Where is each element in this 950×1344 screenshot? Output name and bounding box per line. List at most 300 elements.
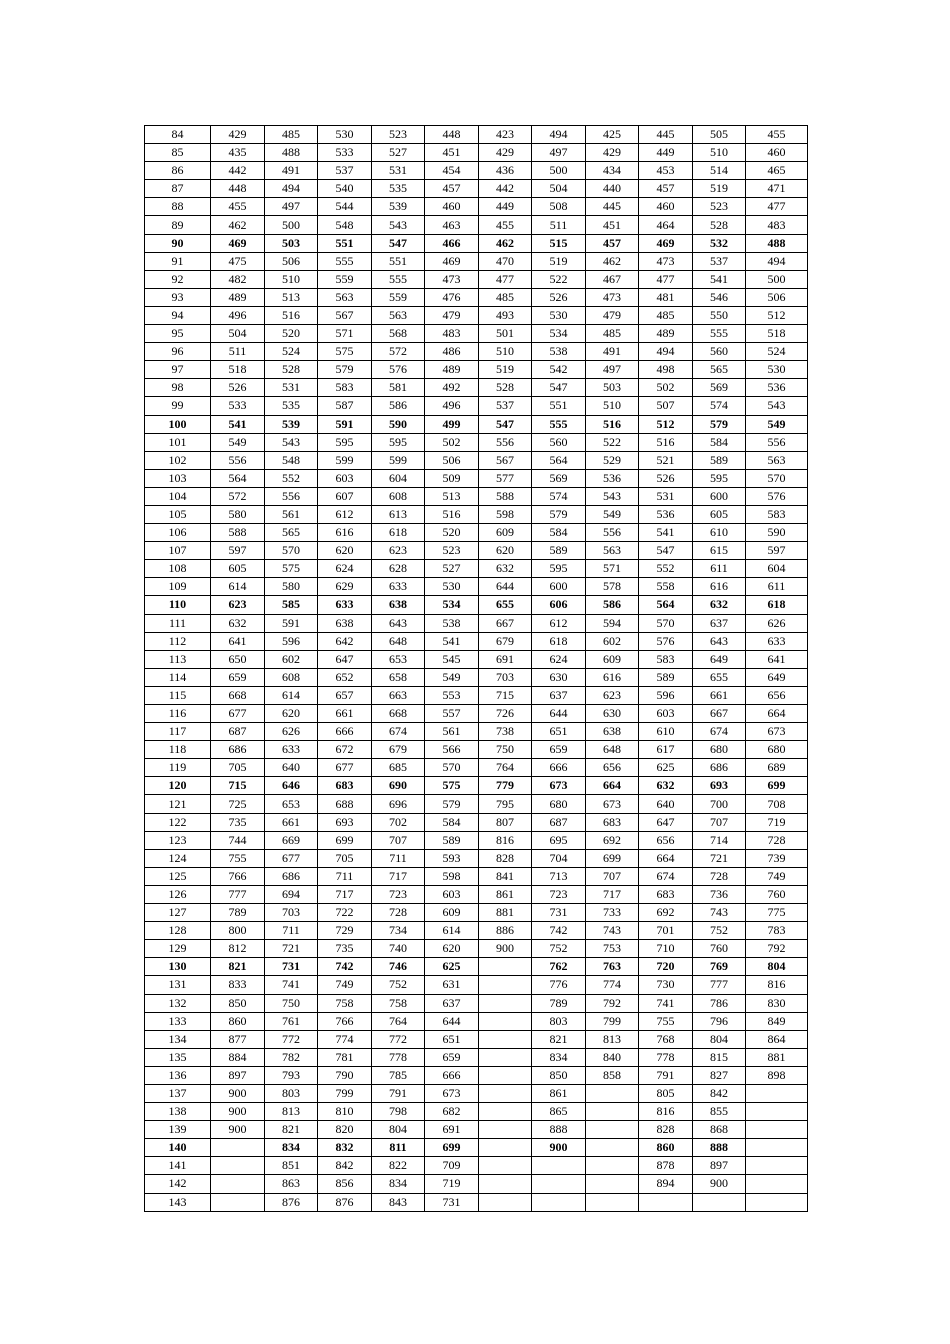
table-cell: 792 <box>586 994 639 1012</box>
table-cell: 864 <box>746 1030 808 1048</box>
table-row <box>145 270 808 288</box>
table-cell: 646 <box>265 777 318 795</box>
table-cell: 429 <box>479 144 532 162</box>
table-cell: 512 <box>746 306 808 324</box>
table-cell: 804 <box>372 1121 425 1139</box>
table-row <box>145 813 808 831</box>
table-cell: 762 <box>532 958 586 976</box>
table-cell: 701 <box>639 922 693 940</box>
table-cell <box>746 1175 808 1193</box>
table-cell: 656 <box>586 759 639 777</box>
table-cell: 556 <box>586 524 639 542</box>
table-cell: 510 <box>479 343 532 361</box>
table-cell: 549 <box>425 668 479 686</box>
table-cell: 497 <box>586 361 639 379</box>
table-row <box>145 686 808 704</box>
table-cell: 559 <box>372 288 425 306</box>
table-cell: 703 <box>479 668 532 686</box>
table-cell: 600 <box>693 487 746 505</box>
table-cell: 799 <box>318 1084 372 1102</box>
table-row <box>145 216 808 234</box>
table-cell: 640 <box>265 759 318 777</box>
table-cell: 769 <box>693 958 746 976</box>
table-cell: 526 <box>211 379 265 397</box>
table-cell: 584 <box>693 433 746 451</box>
table-cell <box>586 1103 639 1121</box>
table-cell: 633 <box>265 741 318 759</box>
table-cell: 451 <box>425 144 479 162</box>
table-cell: 868 <box>693 1121 746 1139</box>
table-cell: 541 <box>425 632 479 650</box>
table-cell: 549 <box>746 415 808 433</box>
table-cell: 578 <box>586 578 639 596</box>
table-cell: 674 <box>693 723 746 741</box>
table-cell: 865 <box>532 1103 586 1121</box>
table-cell: 544 <box>318 198 372 216</box>
table-cell: 731 <box>425 1193 479 1211</box>
table-cell: 488 <box>746 234 808 252</box>
table-cell: 786 <box>693 994 746 1012</box>
table-cell: 503 <box>265 234 318 252</box>
table-cell: 477 <box>746 198 808 216</box>
table-cell: 523 <box>425 542 479 560</box>
row-index-cell: 101 <box>145 433 211 451</box>
table-cell: 816 <box>746 976 808 994</box>
table-row <box>145 867 808 885</box>
table-cell <box>746 1157 808 1175</box>
table-cell: 591 <box>265 614 318 632</box>
table-cell: 535 <box>265 397 318 415</box>
table-cell: 752 <box>693 922 746 940</box>
row-index-cell: 124 <box>145 849 211 867</box>
table-cell <box>479 1066 532 1084</box>
table-row <box>145 578 808 596</box>
table-cell: 614 <box>211 578 265 596</box>
row-index-cell: 111 <box>145 614 211 632</box>
table-cell: 473 <box>425 270 479 288</box>
table-row <box>145 723 808 741</box>
table-cell: 580 <box>211 505 265 523</box>
table-cell: 813 <box>265 1103 318 1121</box>
table-cell <box>746 1139 808 1157</box>
table-cell: 535 <box>372 180 425 198</box>
table-cell: 624 <box>318 560 372 578</box>
table-cell: 898 <box>746 1066 808 1084</box>
table-cell: 511 <box>211 343 265 361</box>
table-cell: 721 <box>693 849 746 867</box>
row-index-cell: 133 <box>145 1012 211 1030</box>
table-cell: 496 <box>425 397 479 415</box>
table-cell: 463 <box>425 216 479 234</box>
table-cell: 503 <box>586 379 639 397</box>
table-cell <box>746 1193 808 1211</box>
table-cell: 570 <box>746 469 808 487</box>
row-index-cell: 125 <box>145 867 211 885</box>
table-cell: 541 <box>639 524 693 542</box>
table-cell: 558 <box>639 578 693 596</box>
table-cell: 735 <box>211 813 265 831</box>
table-cell <box>479 1012 532 1030</box>
row-index-cell: 112 <box>145 632 211 650</box>
table-cell: 510 <box>265 270 318 288</box>
table-cell: 512 <box>639 415 693 433</box>
row-index-cell: 88 <box>145 198 211 216</box>
table-cell: 685 <box>372 759 425 777</box>
table-cell: 709 <box>425 1157 479 1175</box>
table-cell: 606 <box>532 596 586 614</box>
table-cell: 710 <box>639 940 693 958</box>
table-cell: 768 <box>639 1030 693 1048</box>
table-cell <box>586 1121 639 1139</box>
table-cell: 680 <box>693 741 746 759</box>
table-cell <box>211 1193 265 1211</box>
table-row <box>145 1084 808 1102</box>
table-row <box>145 1030 808 1048</box>
table-cell: 694 <box>265 885 318 903</box>
table-cell: 644 <box>425 1012 479 1030</box>
table-cell: 637 <box>425 994 479 1012</box>
table-cell: 469 <box>425 252 479 270</box>
table-cell: 491 <box>265 162 318 180</box>
table-cell: 434 <box>586 162 639 180</box>
table-cell: 648 <box>586 741 639 759</box>
table-cell: 618 <box>746 596 808 614</box>
table-cell: 750 <box>265 994 318 1012</box>
table-cell: 593 <box>425 849 479 867</box>
row-index-cell: 136 <box>145 1066 211 1084</box>
table-cell: 850 <box>532 1066 586 1084</box>
table-cell: 494 <box>532 126 586 144</box>
table-cell: 611 <box>693 560 746 578</box>
table-cell: 638 <box>372 596 425 614</box>
table-cell: 674 <box>372 723 425 741</box>
table-cell: 897 <box>693 1157 746 1175</box>
table-cell: 516 <box>586 415 639 433</box>
table-cell: 705 <box>318 849 372 867</box>
table-cell: 515 <box>532 234 586 252</box>
table-cell: 579 <box>318 361 372 379</box>
table-cell: 828 <box>639 1121 693 1139</box>
table-cell <box>479 1193 532 1211</box>
table-row <box>145 705 808 723</box>
table-cell: 595 <box>693 469 746 487</box>
table-cell: 777 <box>211 885 265 903</box>
table-cell: 551 <box>532 397 586 415</box>
row-index-cell: 91 <box>145 252 211 270</box>
table-cell: 483 <box>746 216 808 234</box>
table-cell: 610 <box>693 524 746 542</box>
table-cell: 766 <box>318 1012 372 1030</box>
table-cell: 445 <box>586 198 639 216</box>
table-cell: 499 <box>425 415 479 433</box>
table-cell: 519 <box>693 180 746 198</box>
row-index-cell: 118 <box>145 741 211 759</box>
table-cell: 881 <box>479 904 532 922</box>
table-row <box>145 632 808 650</box>
row-index-cell: 123 <box>145 831 211 849</box>
row-index-cell: 120 <box>145 777 211 795</box>
table-cell: 580 <box>265 578 318 596</box>
table-cell: 584 <box>425 813 479 831</box>
table-cell: 656 <box>639 831 693 849</box>
table-cell: 576 <box>372 361 425 379</box>
table-cell: 594 <box>586 614 639 632</box>
table-cell: 730 <box>639 976 693 994</box>
table-cell: 589 <box>532 542 586 560</box>
table-cell: 795 <box>479 795 532 813</box>
table-cell: 522 <box>532 270 586 288</box>
table-cell: 445 <box>639 126 693 144</box>
table-cell: 632 <box>479 560 532 578</box>
table-cell: 669 <box>265 831 318 849</box>
table-cell: 448 <box>425 126 479 144</box>
table-cell: 731 <box>265 958 318 976</box>
table-cell: 714 <box>693 831 746 849</box>
table-cell: 715 <box>479 686 532 704</box>
table-cell: 677 <box>265 849 318 867</box>
table-cell <box>211 1157 265 1175</box>
table-cell: 588 <box>479 487 532 505</box>
table-cell: 528 <box>693 216 746 234</box>
table-cell: 661 <box>693 686 746 704</box>
table-cell: 614 <box>265 686 318 704</box>
table-cell <box>211 1175 265 1193</box>
table-cell: 742 <box>318 958 372 976</box>
table-cell: 805 <box>639 1084 693 1102</box>
table-cell: 603 <box>639 705 693 723</box>
table-cell: 789 <box>532 994 586 1012</box>
table-cell: 755 <box>211 849 265 867</box>
table-cell: 707 <box>586 867 639 885</box>
table-cell: 585 <box>265 596 318 614</box>
table-cell: 695 <box>532 831 586 849</box>
table-cell: 834 <box>265 1139 318 1157</box>
table-cell: 572 <box>372 343 425 361</box>
table-cell: 655 <box>479 596 532 614</box>
table-cell: 501 <box>479 325 532 343</box>
table-cell: 540 <box>318 180 372 198</box>
table-cell: 539 <box>372 198 425 216</box>
table-cell: 563 <box>372 306 425 324</box>
table-cell: 504 <box>532 180 586 198</box>
table-row <box>145 306 808 324</box>
table-cell: 736 <box>693 885 746 903</box>
table-row <box>145 994 808 1012</box>
row-index-cell: 142 <box>145 1175 211 1193</box>
table-cell: 630 <box>586 705 639 723</box>
table-cell: 804 <box>746 958 808 976</box>
table-cell: 489 <box>425 361 479 379</box>
table-cell: 536 <box>639 505 693 523</box>
table-cell: 774 <box>318 1030 372 1048</box>
table-cell: 608 <box>265 668 318 686</box>
table-row <box>145 487 808 505</box>
table-cell: 616 <box>318 524 372 542</box>
table-cell: 816 <box>479 831 532 849</box>
table-cell: 861 <box>532 1084 586 1102</box>
table-cell: 549 <box>586 505 639 523</box>
table-cell: 492 <box>425 379 479 397</box>
table-cell: 613 <box>372 505 425 523</box>
table-cell: 707 <box>372 831 425 849</box>
table-cell: 626 <box>265 723 318 741</box>
table-cell: 858 <box>586 1066 639 1084</box>
table-row <box>145 976 808 994</box>
table-cell <box>479 1139 532 1157</box>
table-cell: 683 <box>318 777 372 795</box>
table-cell: 735 <box>318 940 372 958</box>
table-row <box>145 252 808 270</box>
table-cell: 668 <box>372 705 425 723</box>
table-row <box>145 1121 808 1139</box>
table-row <box>145 198 808 216</box>
table-cell: 840 <box>586 1048 639 1066</box>
table-cell: 711 <box>372 849 425 867</box>
table-row <box>145 397 808 415</box>
table-cell <box>479 994 532 1012</box>
table-cell: 599 <box>318 451 372 469</box>
row-index-cell: 99 <box>145 397 211 415</box>
table-cell: 531 <box>265 379 318 397</box>
table-cell <box>479 1157 532 1175</box>
table-cell: 556 <box>211 451 265 469</box>
table-cell: 677 <box>211 705 265 723</box>
table-cell: 725 <box>211 795 265 813</box>
table-cell: 649 <box>746 668 808 686</box>
table-cell: 731 <box>532 904 586 922</box>
table-cell: 448 <box>211 180 265 198</box>
table-cell: 877 <box>211 1030 265 1048</box>
row-index-cell: 103 <box>145 469 211 487</box>
table-cell: 625 <box>639 759 693 777</box>
table-row <box>145 1012 808 1030</box>
table-cell: 834 <box>532 1048 586 1066</box>
table-cell: 900 <box>479 940 532 958</box>
table-cell: 574 <box>693 397 746 415</box>
row-index-cell: 96 <box>145 343 211 361</box>
table-cell: 498 <box>639 361 693 379</box>
row-index-cell: 108 <box>145 560 211 578</box>
table-cell: 791 <box>639 1066 693 1084</box>
table-cell: 683 <box>639 885 693 903</box>
table-cell: 644 <box>532 705 586 723</box>
table-cell: 500 <box>746 270 808 288</box>
table-cell: 894 <box>639 1175 693 1193</box>
table-cell: 509 <box>425 469 479 487</box>
table-cell: 521 <box>639 451 693 469</box>
table-cell: 500 <box>265 216 318 234</box>
table-cell: 900 <box>211 1084 265 1102</box>
table-cell: 856 <box>318 1175 372 1193</box>
table-cell: 834 <box>372 1175 425 1193</box>
table-cell: 772 <box>265 1030 318 1048</box>
table-cell: 851 <box>265 1157 318 1175</box>
row-index-cell: 122 <box>145 813 211 831</box>
row-index-cell: 116 <box>145 705 211 723</box>
table-cell: 810 <box>318 1103 372 1121</box>
table-cell: 876 <box>318 1193 372 1211</box>
row-index-cell: 106 <box>145 524 211 542</box>
row-index-cell: 129 <box>145 940 211 958</box>
table-cell: 833 <box>211 976 265 994</box>
table-cell: 551 <box>318 234 372 252</box>
table-row <box>145 831 808 849</box>
table-cell: 766 <box>211 867 265 885</box>
table-row <box>145 904 808 922</box>
table-cell: 595 <box>318 433 372 451</box>
table-cell: 524 <box>746 343 808 361</box>
table-cell: 563 <box>746 451 808 469</box>
table-row <box>145 1175 808 1193</box>
table-cell: 589 <box>693 451 746 469</box>
table-cell: 597 <box>211 542 265 560</box>
table-cell: 638 <box>318 614 372 632</box>
table-body <box>145 126 808 1212</box>
row-index-cell: 117 <box>145 723 211 741</box>
table-cell: 673 <box>586 795 639 813</box>
table-row <box>145 1193 808 1211</box>
table-cell: 855 <box>693 1103 746 1121</box>
table-cell: 454 <box>425 162 479 180</box>
table-cell: 667 <box>693 705 746 723</box>
table-cell: 572 <box>211 487 265 505</box>
table-cell: 637 <box>693 614 746 632</box>
table-cell: 616 <box>693 578 746 596</box>
table-cell: 575 <box>265 560 318 578</box>
row-index-cell: 104 <box>145 487 211 505</box>
table-cell: 561 <box>265 505 318 523</box>
table-cell: 616 <box>586 668 639 686</box>
table-cell <box>586 1084 639 1102</box>
table-cell: 462 <box>479 234 532 252</box>
table-cell: 741 <box>265 976 318 994</box>
table-cell: 705 <box>211 759 265 777</box>
table-cell: 661 <box>265 813 318 831</box>
table-row <box>145 560 808 578</box>
table-cell: 658 <box>372 668 425 686</box>
table-cell: 520 <box>265 325 318 343</box>
table-cell: 537 <box>693 252 746 270</box>
table-cell: 455 <box>746 126 808 144</box>
table-cell: 550 <box>693 306 746 324</box>
table-cell: 641 <box>746 650 808 668</box>
table-cell: 629 <box>318 578 372 596</box>
table-row <box>145 505 808 523</box>
table-row <box>145 668 808 686</box>
table-cell: 679 <box>479 632 532 650</box>
table-cell: 693 <box>693 777 746 795</box>
table-cell: 570 <box>425 759 479 777</box>
table-cell: 897 <box>211 1066 265 1084</box>
table-cell: 523 <box>372 126 425 144</box>
table-cell: 691 <box>425 1121 479 1139</box>
table-cell: 449 <box>479 198 532 216</box>
table-cell: 526 <box>532 288 586 306</box>
row-index-cell: 94 <box>145 306 211 324</box>
table-cell: 464 <box>639 216 693 234</box>
table-cell: 778 <box>372 1048 425 1066</box>
table-cell: 729 <box>318 922 372 940</box>
table-cell: 618 <box>372 524 425 542</box>
table-cell: 749 <box>318 976 372 994</box>
table-cell: 455 <box>211 198 265 216</box>
table-cell: 779 <box>479 777 532 795</box>
row-index-cell: 131 <box>145 976 211 994</box>
table-cell: 803 <box>265 1084 318 1102</box>
table-cell: 637 <box>532 686 586 704</box>
table-cell: 614 <box>425 922 479 940</box>
table-cell: 436 <box>479 162 532 180</box>
